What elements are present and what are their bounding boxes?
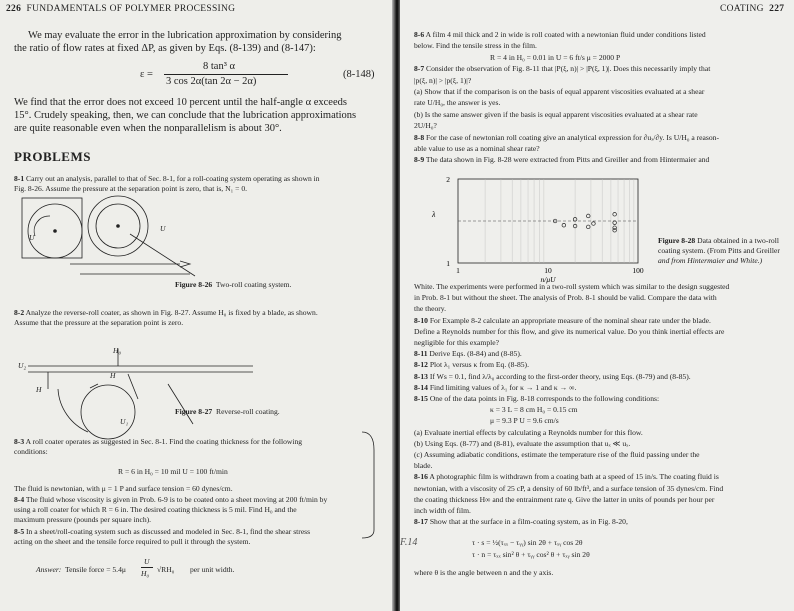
chart-point-6 bbox=[613, 221, 617, 225]
right-text-2-line-20: inch width of film. bbox=[414, 506, 471, 515]
right-text-2-line-19: the coating thickness H∞ and the entrainment rate q. Give the latter in units of pounds per hour per bbox=[414, 494, 715, 504]
right-text-2-line-14: (b) Using Eqs. (8-77) and (8-81), evaluate the assumption that uₓ ≪ uₓ. bbox=[414, 438, 631, 448]
margin-bracket bbox=[360, 430, 390, 540]
right-text-line-11: 8-9 The data shown in Fig. 8-28 were extracted from Pitts and Greiller and from Hintermaier and bbox=[414, 155, 710, 165]
chart-y-tick-2: 2 bbox=[446, 175, 450, 184]
equation-denominator: 3 cos 2α(tan 2α − 2α) bbox=[166, 76, 257, 87]
right-text-line-5: (a) Show that if the comparison is on the basis of equal apparent viscosities evaluated at a shear bbox=[414, 87, 705, 96]
right-text-line-8: 2U/H₀? bbox=[414, 121, 437, 131]
equation-lhs: ε = bbox=[140, 69, 153, 80]
running-head-right: COATING bbox=[720, 4, 764, 14]
leader-line bbox=[130, 234, 195, 276]
figure-8-27-caption: Figure 8-27 Reverse-roll coating. bbox=[175, 407, 280, 416]
right-text-line-6: rate U/H₀, the answer is yes. bbox=[414, 98, 501, 108]
problem-8-1-line-2: Fig. 8-26. Assume the pressure at the separation point is zero, that is, N₁ = 0. bbox=[14, 184, 248, 193]
fig827-label-h1: H bbox=[110, 371, 116, 380]
problem-8-2-line-1: 8-2 Analyze the reverse-roll coater, as shown in Fig. 8-27. Assume H₀ is fixed by a blade, as shown. bbox=[14, 308, 318, 317]
rotation-arrow-left bbox=[34, 216, 50, 236]
figure-8-26-caption: Figure 8-26 Two-roll coating system. bbox=[175, 280, 292, 289]
right-text-2-line-8: 8-13 If Ws = 0.1, find λ/λ₀ according to the first-order theory, using Eqs. (8-79) and (8-85). bbox=[414, 371, 691, 381]
figure-8-27-diagram bbox=[28, 344, 348, 434]
roll-left-axle bbox=[53, 229, 57, 233]
conclusion-line-1: We find that the error does not exceed 10 percent until the half-angle α exceeds bbox=[14, 97, 347, 108]
right-text-line-0: 8-6 A film 4 mil thick and 2 in wide is roll coated with a newtonian fluid under conditions listed bbox=[414, 30, 706, 39]
right-text-2-line-1: in Prob. 8-1 but without the sheet. The analysis of Prob. 8-1 should be valid. Compare the data with bbox=[414, 293, 717, 303]
answer-frac-den: H₀ bbox=[141, 569, 150, 578]
equation-tau-s: τ · s = ½(τₓₓ − τᵧᵧ) sin 2θ + τₓᵧ cos 2θ bbox=[472, 538, 583, 547]
right-text-2-line-2: the theory. bbox=[414, 304, 446, 314]
right-page bbox=[400, 0, 794, 611]
right-text-2-line-3: 8-10 For Example 8-2 calculate an appropriate measure of the nominal shear rate under the blade. bbox=[414, 315, 711, 325]
right-text-line-10: able value to use as a nominal shear rate? bbox=[414, 144, 540, 153]
chart-point-5 bbox=[586, 225, 590, 229]
right-text-2-line-12: μ = 9.3 P U = 9.6 cm/s bbox=[490, 416, 559, 426]
right-text-line-4: |p(ξ, n)| > |p(ξ, 1)|? bbox=[414, 75, 472, 85]
applicator-roll bbox=[81, 385, 135, 439]
right-text-2-line-13: (a) Evaluate inertial effects by calculating a Reynolds number for this flow. bbox=[414, 427, 643, 437]
figure-8-28-caption-1: Figure 8-28 Data obtained in a two-roll bbox=[658, 236, 779, 245]
problem-8-1-line-1: 8-1 Carry out an analysis, parallel to that of Sec. 8-1, for a roll-coating system operating as shown in bbox=[14, 174, 320, 183]
page-header-left bbox=[6, 4, 235, 14]
arrow-u bbox=[180, 261, 190, 267]
answer-frac-bar bbox=[141, 567, 153, 568]
answer-line: Answer: Tensile force = 5.4μ bbox=[36, 565, 126, 574]
problem-8-5-line-2: acting on the sheet and the tensile force required to pull it through the system. bbox=[14, 537, 251, 546]
pan-curve bbox=[58, 389, 88, 432]
problem-8-2-line-2: Assume that the pressure at the separation point is zero. bbox=[14, 318, 184, 327]
chart-y-tick-1: 1 bbox=[446, 259, 450, 268]
figure-8-28-caption-2: coating system. (From Pitts and Greiller bbox=[658, 246, 780, 255]
right-text-2-line-17: 8-16 A photographic film is withdrawn from a coating bath at a speed of 15 in/s. The coating fluid is bbox=[414, 472, 719, 482]
right-text-2-line-16: blade. bbox=[414, 461, 433, 471]
right-text-line-9: 8-8 For the case of newtonian roll coating give an analytical expression for ∂uₓ/∂y. Is U/H₀ a reason- bbox=[414, 132, 719, 142]
right-text-2-line-5: negligible for this example? bbox=[414, 338, 499, 347]
problem-8-5-line-1: 8-5 In a sheet/roll-coating system such as discussed and modeled in Sec. 8-1, find the shear stress bbox=[14, 527, 311, 536]
left-page bbox=[0, 0, 395, 611]
fig827-label-u1: U₁ bbox=[120, 417, 129, 426]
chart-x-label: n/μU bbox=[540, 275, 556, 284]
margin-note: F.14 bbox=[400, 537, 418, 548]
problem-8-4-line-3: maximum pressure (pounds per square inch). bbox=[14, 515, 152, 524]
chart-point-10 bbox=[592, 222, 596, 226]
answer-frac-num: U bbox=[144, 557, 150, 566]
chart-point-2 bbox=[586, 214, 590, 218]
right-text-line-7: (b) Is the same answer given if the basis is equal apparent viscosities evaluated at a shear rate bbox=[414, 109, 698, 119]
chart-point-3 bbox=[613, 212, 617, 216]
equation-number: (8-148) bbox=[343, 69, 375, 80]
right-text-line-2: R = 4 in H₀ = 0.01 in U = 6 ft/s μ = 2000 P bbox=[490, 52, 621, 62]
chart-x-tick-10: 10 bbox=[544, 266, 552, 275]
figure-8-28-chart bbox=[418, 175, 648, 284]
figure-8-28-caption-3: and from Hintermaier and White.) bbox=[658, 256, 763, 265]
problem-8-3-line-1: 8-3 A roll coater operates as suggested in Sec. 8-1. Find the coating thickness for the following bbox=[14, 437, 303, 446]
running-head: FUNDAMENTALS OF POLYMER PROCESSING bbox=[26, 4, 236, 14]
problem-8-4-line-1: 8-4 The fluid whose viscosity is given in Prob. 6-9 is to be coated onto a sheet moving at 200 ft/min by bbox=[14, 495, 328, 504]
equation-numerator: 8 tan³ α bbox=[203, 61, 235, 72]
page-header-right bbox=[720, 4, 784, 14]
chart-y-label: λ bbox=[432, 209, 436, 219]
right-text-2-line-18: newtonian, with a viscosity of 25 cP, a density of 60 lb/ft³, and a surface tension of 35 dynes/cm. Find bbox=[414, 483, 724, 493]
problem-8-4-line-2: using a roll coater for which R = 6 in. The desired coating thickness is 5 mil. Find H₀ and the bbox=[14, 505, 297, 514]
fig826-label-u: U bbox=[160, 224, 166, 233]
problem-8-3-conditions: R = 6 in H₀ = 10 mil U = 100 ft/min bbox=[118, 467, 228, 476]
problems-heading: PROBLEMS bbox=[14, 149, 91, 164]
right-text-2-line-10: 8-15 One of the data points in Fig. 8-18 corresponds to the following conditions: bbox=[414, 394, 660, 403]
roll-left-frame bbox=[22, 198, 82, 258]
right-text-line-3: 8-7 Consider the observation of Fig. 8-11 that |P(ξ, n)| > |P(ξ, 1)|. Does this necessarily imply that bbox=[414, 64, 711, 74]
chart-x-tick-1: 1 bbox=[456, 266, 460, 275]
chart-point-9 bbox=[562, 223, 566, 227]
problem-8-3-line-2: conditions: bbox=[14, 447, 48, 456]
chart-x-tick-100: 100 bbox=[632, 266, 644, 275]
equation-fraction-bar bbox=[164, 74, 288, 75]
fig826-label-u2: U bbox=[29, 233, 35, 242]
page-number: 226 bbox=[6, 4, 22, 14]
right-text-2-line-21: 8-17 Show that at the surface in a film-coating system, as in Fig. 8-20, bbox=[414, 517, 628, 527]
intro-line-1: We may evaluate the error in the lubrication approximation by considering bbox=[28, 30, 342, 41]
leader-line bbox=[168, 384, 193, 424]
right-text-2-line-9: 8-14 Find limiting values of λ₁ for κ → 1 and κ → ∞. bbox=[414, 382, 577, 392]
equation-tau-n: τ · n = τₓₓ sin² θ + τᵧᵧ cos² θ + τₓᵧ sin 2θ bbox=[472, 550, 590, 559]
chart-point-8 bbox=[613, 228, 617, 232]
roll-right-axle bbox=[116, 224, 120, 228]
answer-tail: per unit width. bbox=[190, 565, 235, 574]
fig827-label-h0: H₀ bbox=[113, 346, 122, 355]
right-text-2-line-15: (c) Assuming adiabatic conditions, estimate the temperature rise of the fluid passing under the bbox=[414, 450, 700, 459]
final-line: where θ is the angle between n and the y axis. bbox=[414, 568, 554, 577]
page-number-right: 227 bbox=[769, 4, 785, 14]
fig827-label-u2: U₂ bbox=[18, 361, 27, 370]
problem-8-3-fluid: The fluid is newtonian, with μ = 1 P and surface tension = 60 dynes/cm. bbox=[14, 484, 233, 493]
right-text-2-line-7: 8-12 Plot λ₁ versus κ from Eq. (8-85). bbox=[414, 360, 529, 370]
right-text-2-line-6: 8-11 Derive Eqs. (8-84) and (8-85). bbox=[414, 349, 522, 359]
conclusion-line-3: are quite reasonable even when the nonparallelism is about 30°. bbox=[14, 123, 282, 134]
right-text-2-line-0: White. The experiments were performed in a two-roll system which was similar to the design suggested bbox=[414, 282, 730, 291]
answer-sqrt: √RH₀ bbox=[157, 565, 175, 574]
right-text-2-line-11: κ = 3 L = 8 cm H₀ = 0.15 cm bbox=[490, 405, 578, 415]
right-text-2-line-4: Define a Reynolds number for this flow, and give its numerical value. Do you think inertial effects are bbox=[414, 326, 725, 336]
right-text-line-1: below. Find the tensile stress in the film. bbox=[414, 41, 537, 51]
intro-line-2: the ratio of flow rates at fixed ΔP, as given by Eqs. (8-139) and (8-147): bbox=[14, 43, 316, 54]
fig827-label-h: H bbox=[36, 385, 42, 394]
conclusion-line-2: 15°. Crudely speaking, then, we can conclude that the lubrication approximations bbox=[14, 110, 357, 121]
